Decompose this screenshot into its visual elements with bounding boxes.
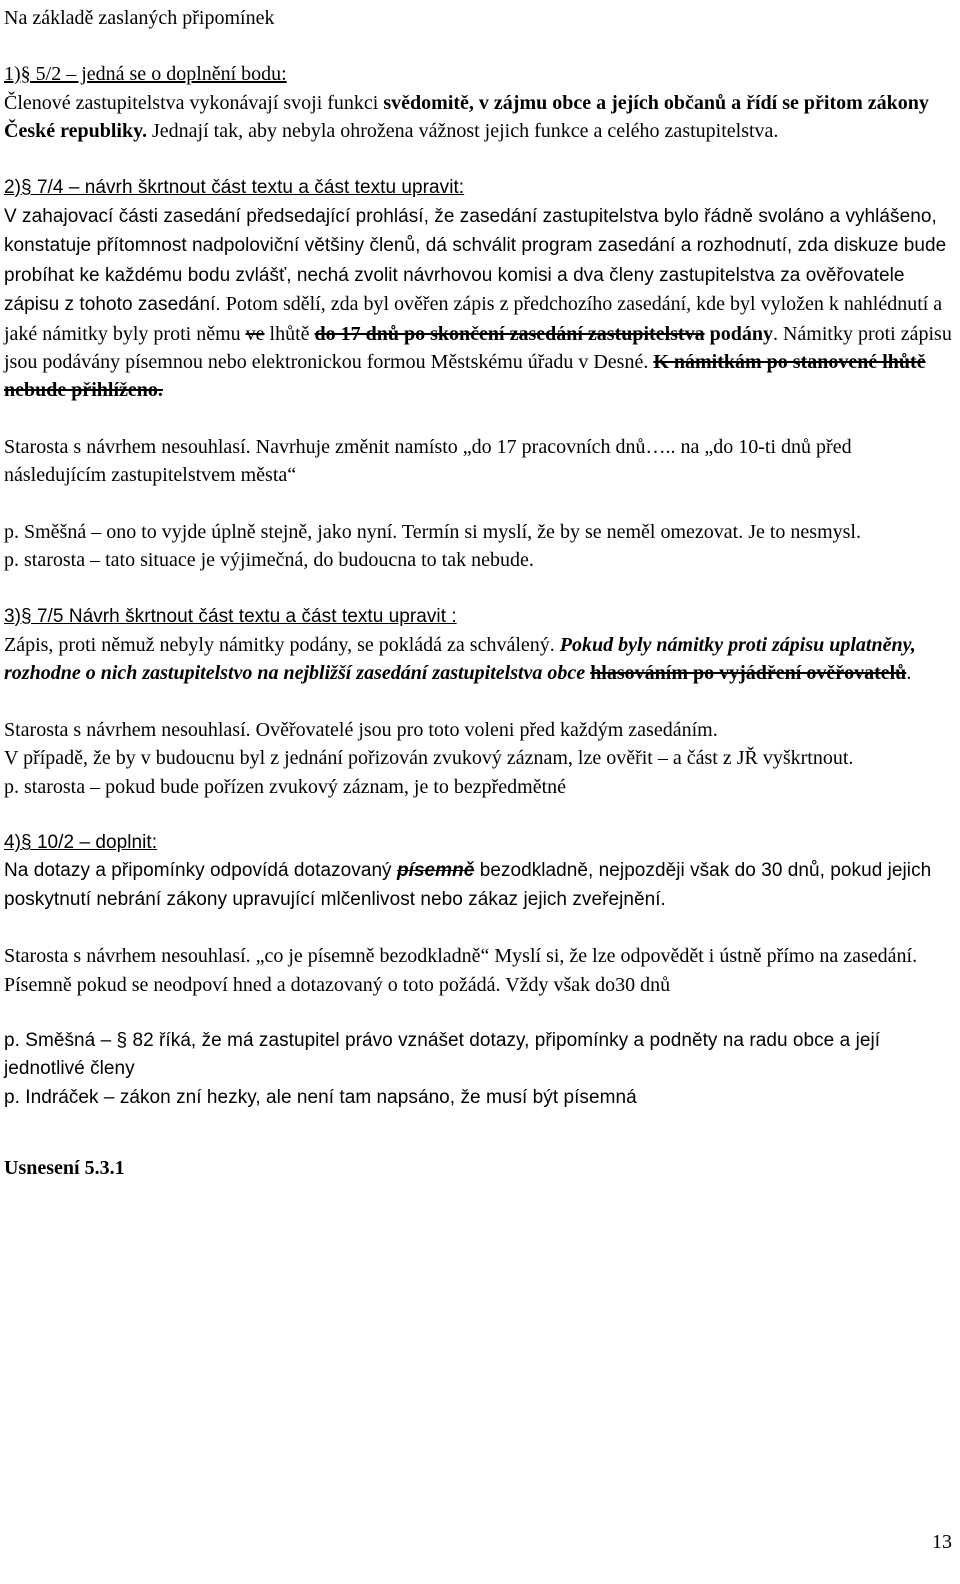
comment3-mayor: Starosta s návrhem nesouhlasí. Ověřovatelé jsou pro toto voleni před každým zasedáním. [4,718,718,741]
comment4-smesna: p. Směšná – § 82 říká, že má zastupitel právo vznášet dotazy, připomínky a podněty na radu obce a její jednotlivé členy [4,1029,881,1080]
item1-text-a: Členové zastupitelstva vykonávají svoji funkci [4,91,384,114]
comment4-mayor: Starosta s návrhem nesouhlasí. „co je písemně bezodkladně“ Myslí si, že lze odpovědět i ústně přímo na zasedání. Písemně pokud se neodpoví hned a dotazovaný o toto požádá. Vždy však do30 dnů [4,945,918,996]
item2-title: 2)§ 7/4 – návrh škrtnout část textu a část textu upravit: [4,176,465,198]
item4-title: 4)§ 10/2 – doplnit: [4,831,158,853]
item2-text-c: . Námitky proti zápisu jsou podávány písemnou nebo elektronickou formou Městskému úřadu v Desné. [4,322,952,374]
item1-bold: svědomitě, v zájmu obce a jejích občanů a řídí se přitom zákony České republiky. [4,91,929,143]
comment3-mayor-reply: p. starosta – pokud bude pořízen zvukový záznam, je to bezpředmětné [4,775,567,798]
item1-title: 1)§ 5/2 – jedná se o doplnění bodu: [4,63,287,86]
item3-strike: hlasováním po vyjádření ověřovatelů [590,662,907,685]
item2-text-a: Potom sdělí, zda byl ověřen zápis z předchozího zasedání, kde byl vyložen k nahlédnutí a jaké námitky byly proti němu [4,293,943,345]
item4-strike: písemně [396,860,475,882]
item3-text [4,631,954,688]
item2-strike-deadline: do 17 dnů po skončení zasedání zastupitelstva [314,322,705,345]
item2-sans-text: V zahajovací části zasedání předsedající prohlásí, že zasedání zastupitelstva bylo řádně svoláno a vyhlášeno, konstatuje přítomnost nadpoloviční většiny členů, dá schválit program zasedání a rozhodnutí, zda diskuze bude probíhat ke každému bodu zvlášť, nechá zvolit návrhovou komisi a dva členy zastupitelstva za ověřovatele zápisu z tohoto zasedání. [4,206,947,316]
heading: Na základě zaslaných připomínek [4,7,275,29]
comment3-recording: V případě, že by v budoucnu byl z jednání pořizován zvukový záznam, lze ověřit – a část z JŘ vyškrtnout. [4,747,854,770]
item2-strike-ve: ve [245,322,265,345]
item1-text [4,89,954,146]
item4-text-a: Na dotazy a připomínky odpovídá dotazovaný [4,860,397,882]
item4-text [4,857,954,914]
item4-text-b: bezodkladně, nejpozději však do 30 dnů, pokud jejich poskytnutí nebrání zákony upravující mlčenlivost nebo zákaz jejich zveřejnění. [4,860,932,910]
item3-title: 3)§ 7/5 Návrh škrtnout část textu a část textu upravit : [4,605,457,627]
item2-text-b: lhůtě [264,322,315,345]
comment2-mayor-reply: p. starosta – tato situace je výjimečná, do budoucna to tak nebude. [4,549,534,572]
item2-bold-podany: podány [704,322,773,345]
comment2-smesna: p. Směšná – ono to vyjde úplně stejně, jako nyní. Termín si myslí, že by se neměl omezovat. Je to nesmysl. [4,520,861,543]
item3-text-a: Zápis, proti němuž nebyly námitky podány, se pokládá za schválený. [4,633,560,656]
item2-text [4,202,954,405]
comment2-mayor: Starosta s návrhem nesouhlasí. Navrhuje změnit namísto „do 17 pracovních dnů….. na „do 10-ti dnů před následujícím zastupitelstvem města“ [4,435,852,487]
comment4-indracek: p. Indráček – zákon zní hezky, ale není tam napsáno, že musí být písemná [4,1086,637,1108]
item2-strike-objections: K námitkám po stanovené lhůtě nebude přihlíženo. [4,351,926,402]
page-number: 13 [932,1531,952,1553]
document-page [4,4,954,1183]
item3-end: . [906,662,912,685]
item3-bold-italic: Pokud byly námitky proti zápisu uplatněny, rozhodne o nich zastupitelstvo na nejbližší zasedání zastupitelstva obce [4,633,916,685]
resolution-heading: Usnesení 5.3.1 [4,1157,125,1180]
item1-text-b: Jednají tak, aby nebyla ohrožena vážnost jejich funkce a celého zastupitelstva. [147,120,779,143]
